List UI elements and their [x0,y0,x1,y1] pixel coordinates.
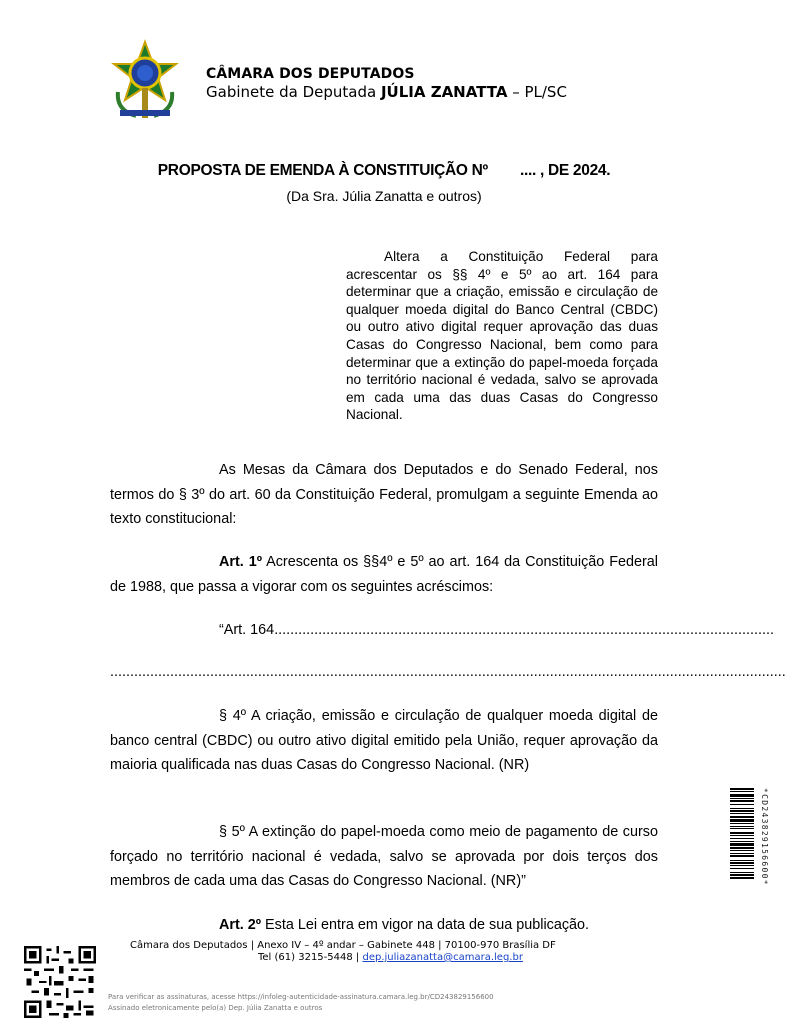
art164-open: “Art. 164............................................................................................................................. [219,622,774,638]
footer-address: Câmara dos Deputados | Anexo IV – 4º andar – Gabinete 448 | 70100-970 Brasília DF [130,940,556,951]
coat-of-arms-icon [106,40,184,124]
barcode-number: *CD243829156600* [760,788,769,886]
article-2: Art. 2º Esta Lei entra em vigor na data de sua publicação. [219,917,590,933]
office-line: Gabinete da Deputada JÚLIA ZANATTA – PL/SC [206,83,567,101]
document-subtitle: (Da Sra. Júlia Zanatta e outros) [286,188,482,204]
article-1: Art. 1º Acrescenta os §§4º e 5º ao art. 164 da Constituição Federal de 1988, que passa a vigorar com os seguintes acréscimos: [110,554,658,595]
paragraph-5: § 5º A extinção do papel-moeda como meio de pagamento de curso forçado no território nacional é vedada, salvo se aprovada por dois terços dos membros de cada uma das Casas do Congresso Nacional. (NR)” [110,824,658,889]
document-title: PROPOSTA DE EMENDA À CONSTITUIÇÃO Nº .... , DE 2024. [157,162,611,179]
qr-code-icon [24,946,96,1018]
ellipsis-line: ......................................................................................................................................................................... [110,664,786,680]
footer-contact: Tel (61) 3215-5448 | dep.juliazanatta@camara.leg.br [258,952,523,963]
paragraph-4: § 4º A criação, emissão e circulação de qualquer moeda digital de banco central (CBDC) ou outro ativo digital emitido pela União, requer aprovação da maioria qualificada nas duas Casas do Congresso Nacional. (NR) [110,708,658,773]
verification-note: Para verificar as assinaturas, acesse https://infoleg-autenticidade-assinatura.camara.leg.br/CD243829156600 Assinado eletronicamente pelo(a) Dep. Júlia Zanatta e outros [108,993,494,1012]
ementa: Altera a Constituição Federal para acrescentar os §§ 4º e 5º ao art. 164 para determinar que a criação, emissão e circulação de qualquer moeda digital do Banco Central (CBDC) ou outro ativo digital requer aprovação das duas Casas do Congresso Nacional, bem como para determinar que a extinção do papel-moeda forçada no território nacional é vedada, salvo se aprovada em cada uma das duas Casas do Congresso Nacional. [346,249,658,423]
institution-name: CÂMARA DOS DEPUTADOS [206,66,415,82]
preamble: As Mesas da Câmara dos Deputados e do Senado Federal, nos termos do § 3º do art. 60 da Constituição Federal, promulgam a seguinte Emenda ao texto constitucional: [110,462,658,527]
barcode-icon [730,788,754,938]
email-link[interactable]: dep.juliazanatta@camara.leg.br [362,952,523,963]
